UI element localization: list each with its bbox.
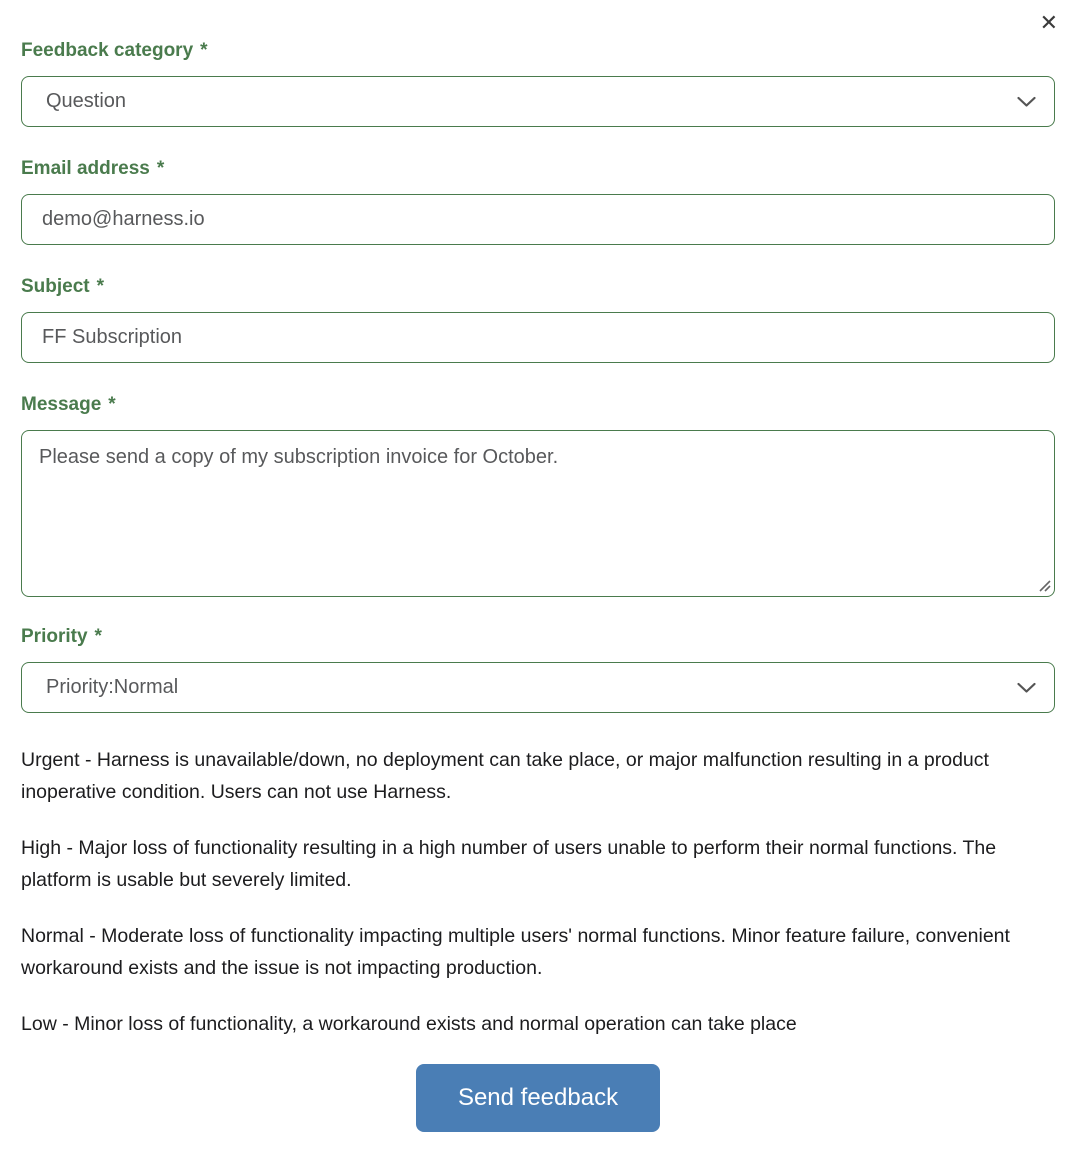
email-label [21,158,1055,179]
priority-desc-low: Low - Minor loss of functionality, a workaround exists and normal operation can take place [21,1013,797,1035]
feedback-category-group [21,40,1055,127]
priority-select[interactable] [21,662,1055,713]
email-field[interactable] [21,194,1055,245]
required-asterisk: * [96,276,105,297]
feedback-category-label-text: Feedback category [21,40,194,61]
email-group [21,158,1055,245]
message-label [21,394,1055,415]
priority-label [21,626,1055,647]
required-asterisk: * [94,626,102,647]
priority-desc-urgent: Urgent - Harness is unavailable/down, no deployment can take place, or major malfunction resulting in a product inoperative condition. Users can not use Harness. [21,749,989,803]
subject-label [21,276,1055,297]
priority-descriptions [21,744,1055,1040]
feedback-category-label [21,40,1055,61]
required-asterisk: * [108,394,116,415]
close-icon[interactable]: ✕ [1036,8,1062,38]
priority-group [21,626,1055,713]
send-feedback-button[interactable]: Send feedback [416,1064,660,1132]
priority-selected-value: Priority:Normal [46,676,179,698]
subject-group [21,276,1055,363]
subject-field[interactable] [21,312,1055,363]
chevron-down-icon [1017,96,1036,107]
feedback-category-selected-value: Question [46,90,127,112]
required-asterisk: * [200,40,208,61]
required-asterisk: * [156,158,165,179]
button-row [21,1064,1055,1132]
priority-label-text: Priority [21,626,88,647]
message-field[interactable] [21,430,1055,597]
email-label-text: Email address [21,158,150,179]
message-label-text: Message [21,394,102,415]
message-textarea-wrap [21,430,1055,597]
feedback-category-select[interactable] [21,76,1055,127]
chevron-down-icon [1017,682,1036,693]
priority-desc-high: High - Major loss of functionality resulting in a high number of users unable to perform their normal functions. The platform is usable but severely limited. [21,837,997,891]
message-group [21,394,1055,597]
priority-desc-normal: Normal - Moderate loss of functionality impacting multiple users' normal functions. Minor feature failure, convenient workaround exists and the issue is not impacting production. [21,925,1010,979]
subject-label-text: Subject [21,276,90,297]
